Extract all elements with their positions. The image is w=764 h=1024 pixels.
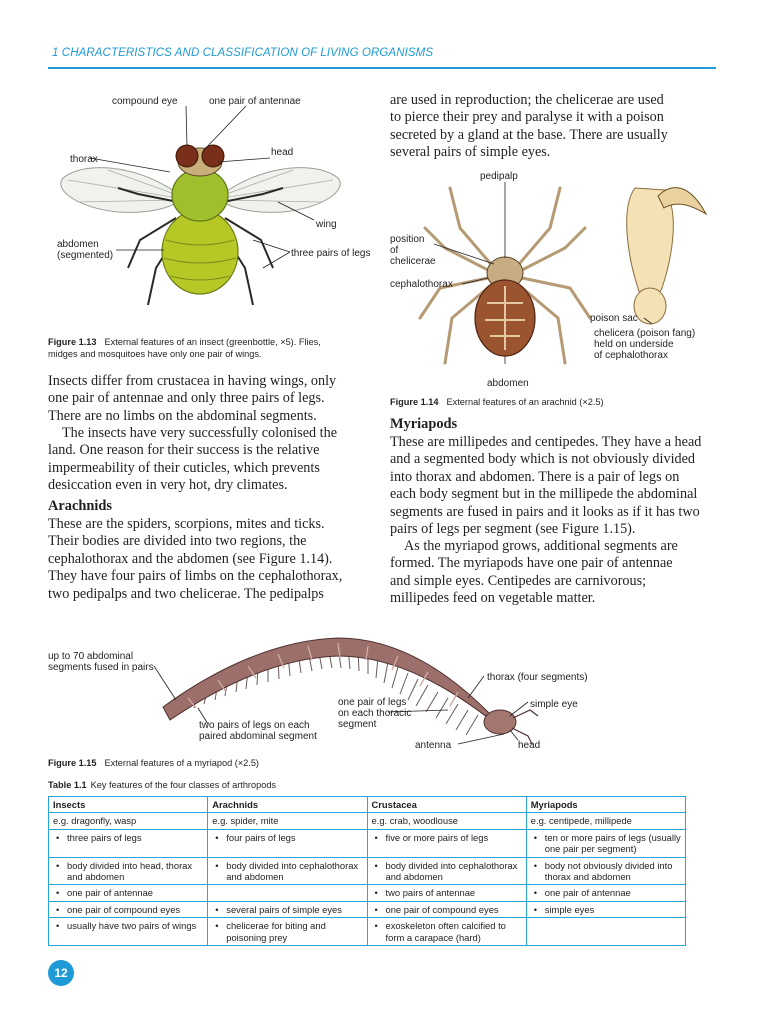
label-thorax: thorax	[70, 154, 98, 165]
poison-sac	[634, 288, 666, 324]
text-line: to pierce their prey and paralyse it with a poison	[390, 109, 664, 126]
text-line: segments are fused in pairs and it looks as if it has two	[390, 503, 700, 520]
millipede-head	[484, 710, 516, 734]
label-millipede-thorax: thorax (four segments)	[487, 672, 588, 683]
label-position-of: of	[390, 245, 399, 256]
table-cell: • chelicerae for biting and poisoning prey	[208, 918, 367, 946]
heading-myriapods: Myriapods	[390, 416, 458, 432]
table-cell: • one pair of antennae	[526, 885, 685, 901]
running-head: 1 CHARACTERISTICS AND CLASSIFICATION OF LIVING ORGANISMS	[52, 47, 434, 59]
figure-113-caption	[48, 336, 378, 360]
figure-115-caption-text: External features of a myriapod (×2.5)	[104, 758, 259, 768]
table-cell: • ten or more pairs of legs (usually one pair per segment)	[526, 829, 685, 857]
text-line: impermeability of their cuticles, which prevents	[48, 459, 320, 476]
figure-114-number: Figure 1.14	[390, 397, 439, 407]
page-number-badge: 12	[48, 960, 74, 986]
text-line: millipedes feed on vegetable matter.	[390, 590, 596, 607]
table-cell: • body divided into cephalothorax and abdomen	[367, 857, 526, 885]
label-legs-thoracic-segment: segment	[338, 719, 377, 730]
label-chelicera-cephalothorax: of cephalothorax	[594, 350, 668, 361]
label-compound-eye: compound eye	[112, 96, 178, 107]
text-line: They have four pairs of limbs on the cephalothorax,	[48, 568, 343, 585]
label-poison-sac: poison sac	[590, 313, 638, 324]
label-legs: three pairs of legs	[291, 248, 371, 259]
text-line: and a segmented body which is not obviously divided	[390, 451, 695, 468]
label-paired-segment: paired abdominal segment	[199, 731, 317, 742]
figure-113-number: Figure 1.13	[48, 337, 97, 347]
paragraph-insects-success	[48, 425, 337, 495]
label-antennae: one pair of antennae	[209, 96, 301, 107]
figure-114-caption-text: External features of an arachnid (×2.5)	[446, 397, 604, 407]
label-millipede-head: head	[518, 740, 541, 751]
text-line: Their bodies are divided into two regions, the	[48, 533, 307, 550]
table-cell: • three pairs of legs	[49, 829, 208, 857]
table-cell-empty	[526, 918, 685, 946]
label-cephalothorax: cephalothorax	[390, 279, 453, 290]
figure-115-caption	[48, 757, 448, 769]
text-line: As the myriapod grows, additional segments are	[404, 538, 678, 554]
table-cell: • one pair of antennae	[49, 885, 208, 901]
table-number: Table 1.1	[48, 780, 87, 790]
paragraph-myriapods-growth	[390, 538, 678, 608]
text-line: There are no limbs on the abdominal segments.	[48, 407, 317, 424]
table-cell: e.g. dragonfly, wasp	[49, 813, 208, 829]
label-legs-thoracic-each: on each thoracic	[338, 708, 412, 719]
label-chelicera: chelicera (poison fang)	[594, 328, 696, 339]
table-cell: • one pair of compound eyes	[367, 901, 526, 917]
text-line: each body segment but in the millipede the abdominal	[390, 486, 698, 503]
table-cell: • one pair of compound eyes	[49, 901, 208, 917]
table-cell: • body not obviously divided into thorax and abdomen	[526, 857, 685, 885]
label-head: head	[271, 147, 294, 158]
table-cell: • body divided into head, thorax and abdomen	[49, 857, 208, 885]
column-header: Arachnids	[208, 797, 367, 813]
text-line: are used in reproduction; the chelicerae are used	[390, 92, 664, 108]
millipede-body	[163, 638, 496, 724]
heading-arachnids: Arachnids	[48, 498, 112, 514]
paragraph-insects	[48, 373, 336, 425]
millipede-antennae	[512, 710, 538, 744]
label-abdomen: abdomen	[57, 239, 99, 250]
label-abdomen-segmented: (segmented)	[57, 250, 114, 261]
text-line: two pedipalps and two chelicerae. The pedipalps	[48, 585, 324, 602]
text-line: The insects have very successfully colonised the	[62, 425, 337, 441]
insect-illustration	[48, 90, 388, 330]
chelicera-detail	[627, 188, 706, 324]
label-legs-thoracic: one pair of legs	[338, 697, 407, 708]
text-line: into thorax and abdomen. There is a pair of legs on	[390, 468, 680, 485]
label-position: position	[390, 234, 425, 245]
text-line: formed. The myriapods have one pair of antennae	[390, 555, 673, 572]
label-antenna: antenna	[415, 740, 452, 751]
table-cell: • two pairs of antennae	[367, 885, 526, 901]
table-header-row	[49, 797, 686, 813]
figure-114-caption	[390, 396, 710, 408]
table-cell: • four pairs of legs	[208, 829, 367, 857]
column-header: Myriapods	[526, 797, 685, 813]
column-header: Insects	[49, 797, 208, 813]
text-line: desiccation even in very hot, dry climates.	[48, 477, 288, 494]
text-line: These are the spiders, scorpions, mites and ticks.	[48, 516, 325, 532]
compound-eye-left	[176, 145, 198, 167]
header-rule	[48, 67, 716, 69]
label-chelicera-underside: held on underside	[594, 339, 674, 350]
column-header: Crustacea	[367, 797, 526, 813]
label-pedipalp: pedipalp	[480, 171, 518, 182]
table-cell: • simple eyes	[526, 901, 685, 917]
insect-thorax	[172, 169, 228, 221]
table-cell: e.g. crab, woodlouse	[367, 813, 526, 829]
table-row	[49, 829, 686, 857]
text-line: one pair of antennae and only three pairs of legs.	[48, 390, 325, 407]
text-line: land. One reason for their success is the relative	[48, 442, 320, 459]
figure-113-caption-line-2: midges and mosquitoes have only one pair of wings.	[48, 349, 262, 359]
paragraph-arachnids	[48, 516, 342, 603]
insect-abdomen	[162, 210, 238, 294]
text-line: pairs of legs per segment (see Figure 1.15).	[390, 521, 636, 538]
table-title-text: Key features of the four classes of arthropods	[90, 780, 277, 790]
label-segments-fused: segments fused in pairs	[48, 662, 154, 673]
label-spider-abdomen: abdomen	[487, 378, 529, 389]
paragraph-arachnids-continued	[390, 92, 668, 162]
table-cell: • five or more pairs of legs	[367, 829, 526, 857]
text-line: Insects differ from crustacea in having wings, only	[48, 373, 337, 389]
text-line: and simple eyes. Centipedes are carnivorous;	[390, 572, 647, 589]
table-cell: • usually have two pairs of wings	[49, 918, 208, 946]
label-position-chelicerae: chelicerae	[390, 256, 436, 267]
table-examples-row	[49, 813, 686, 829]
table-cell: e.g. centipede, millipede	[526, 813, 685, 829]
label-simple-eye: simple eye	[530, 699, 578, 710]
text-line: These are millipedes and centipedes. They have a head	[390, 434, 702, 450]
arthropods-table	[48, 796, 686, 946]
table-cell: e.g. spider, mite	[208, 813, 367, 829]
figure-113-caption-line-1: External features of an insect (greenbottle, ×5). Flies,	[104, 337, 321, 347]
table-row	[49, 885, 686, 901]
label-wing: wing	[316, 219, 337, 230]
table-cell: • body divided into cephalothorax and abdomen	[208, 857, 367, 885]
table-cell: • exoskeleton often calcified to form a carapace (hard)	[367, 918, 526, 946]
label-abdominal-segments: up to 70 abdominal	[48, 651, 134, 662]
table-row	[49, 901, 686, 917]
table-cell-empty	[208, 885, 367, 901]
table-cell: • several pairs of simple eyes	[208, 901, 367, 917]
text-line: cephalothorax and the abdomen (see Figure 1.14).	[48, 550, 333, 567]
text-line: several pairs of simple eyes.	[390, 144, 551, 161]
table-title	[48, 780, 276, 790]
table-row	[49, 857, 686, 885]
table-row	[49, 918, 686, 946]
label-two-pairs-legs: two pairs of legs on each	[199, 720, 310, 731]
text-line: secreted by a gland at the base. There are usually	[390, 126, 668, 143]
figure-115-number: Figure 1.15	[48, 758, 97, 768]
paragraph-myriapods	[390, 434, 701, 538]
